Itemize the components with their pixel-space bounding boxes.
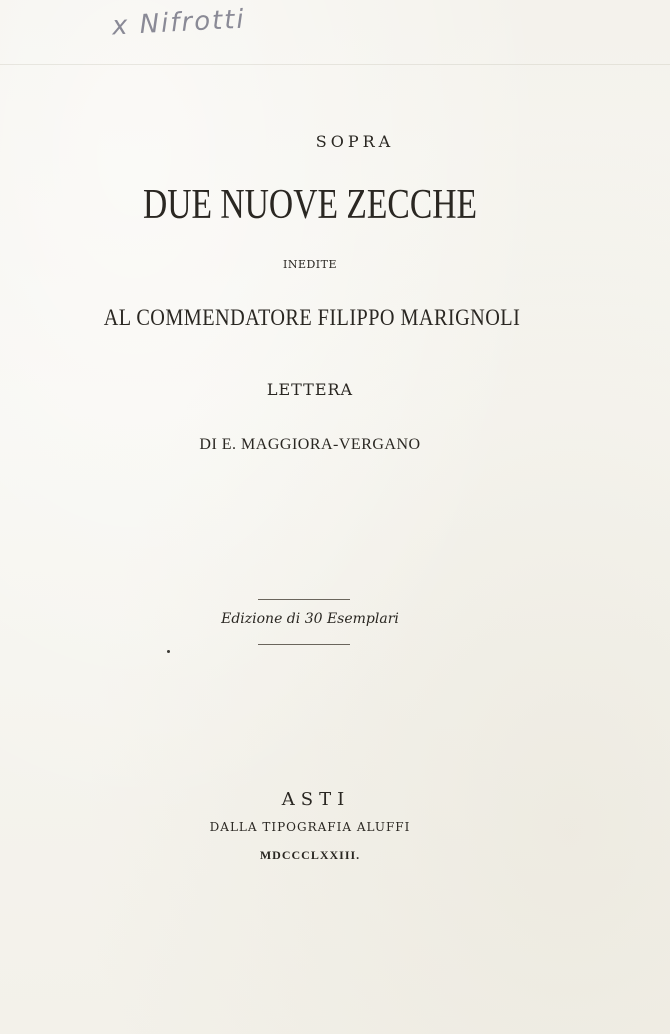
genre-label: LETTERA — [266, 380, 354, 399]
imprint-city: ASTI — [281, 789, 351, 810]
author-line: DI E. MAGGIORA-VERGANO — [199, 436, 421, 453]
book-subtitle: INEDITE — [282, 258, 338, 271]
imprint-year: MDCCCLXXIII. — [259, 848, 361, 862]
book-title: DUE NUOVE ZECCHE — [142, 182, 478, 228]
divider-top — [258, 599, 350, 600]
paper-fold-line — [0, 64, 670, 65]
handwritten-annotation: x Nifrotti — [111, 4, 247, 42]
ink-speck — [167, 650, 170, 653]
dedication: AL COMMENDATORE FILIPPO MARIGNOLI — [103, 305, 521, 330]
imprint-printer: DALLA TIPOGRAFIA ALUFFI — [209, 820, 411, 834]
edition-note: Edizione di 30 Esemplari — [221, 611, 399, 627]
divider-bottom — [258, 644, 350, 645]
pre-title: SOPRA — [315, 132, 395, 151]
